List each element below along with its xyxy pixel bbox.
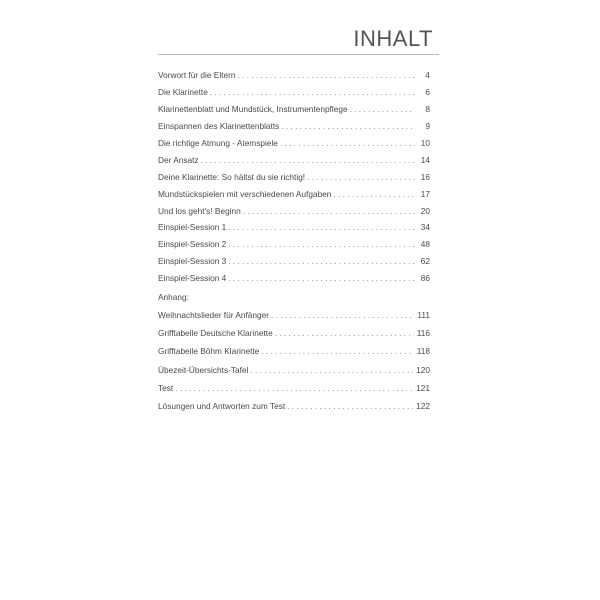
- toc-entry-title: Grifftabelle Böhm Klarinette: [158, 346, 260, 357]
- toc-entry[interactable]: [158, 306, 430, 324]
- toc-entry[interactable]: [158, 397, 430, 415]
- appendix-heading: Anhang:: [158, 292, 189, 302]
- toc-appendix-list: [158, 306, 430, 415]
- toc-entry[interactable]: [158, 67, 430, 84]
- toc-entry-title: Einspiel-Session 4: [158, 273, 227, 284]
- toc-entry-title: Grifftabelle Deutsche Klarinette: [158, 328, 273, 339]
- dot-leader: [250, 365, 413, 375]
- toc-entry-page: 4: [425, 70, 430, 81]
- toc-entry-page: 17: [420, 188, 430, 199]
- dot-leader: [228, 222, 415, 232]
- title-divider: [158, 54, 439, 55]
- toc-entry-title: Einspannen des Klarinettenblatts: [158, 121, 280, 132]
- dot-leader: [287, 401, 413, 411]
- dot-leader: [271, 310, 414, 320]
- dot-leader: [237, 70, 415, 80]
- dot-leader: [228, 273, 415, 283]
- toc-entry-page: 9: [425, 121, 430, 132]
- toc-entry[interactable]: [158, 253, 430, 270]
- toc-entry-page: 14: [420, 154, 430, 165]
- toc-entry-page: 6: [425, 87, 430, 98]
- toc-entry-title: Mundstückspielen mit verschiedenen Aufgaben: [158, 188, 332, 199]
- toc-entry-page: 86: [420, 273, 430, 284]
- toc-entry-title: Übezeit-Übersichts-Tafel: [158, 364, 249, 375]
- toc-entry[interactable]: [158, 84, 430, 101]
- toc-entry[interactable]: [158, 361, 430, 379]
- dot-leader: [280, 138, 415, 148]
- dot-leader: [175, 383, 413, 393]
- toc-entry-title: Der Ansatz: [158, 154, 199, 165]
- toc-entry-page: 34: [420, 222, 430, 233]
- toc-entry-page: 16: [420, 171, 430, 182]
- toc-entry-page: 116: [416, 328, 430, 339]
- toc-entry-page: 122: [416, 401, 430, 412]
- dot-leader: [243, 206, 415, 216]
- toc-entry-page: 121: [416, 382, 430, 393]
- toc-entry-page: 120: [416, 364, 430, 375]
- toc-entry-title: Klarinettenblatt und Mundstück, Instrumentenpflege: [158, 104, 348, 115]
- toc-entry[interactable]: [158, 324, 430, 342]
- page-title: INHALT: [353, 26, 433, 51]
- toc-entry-title: Deine Klarinette: So hältst du sie richtig!: [158, 171, 306, 182]
- toc-entry-title: Lösungen und Antworten zum Test: [158, 401, 286, 412]
- dot-leader: [275, 328, 414, 338]
- toc-entry[interactable]: [158, 342, 430, 360]
- toc-entry-title: Einspiel-Session 1: [158, 222, 227, 233]
- toc-entry[interactable]: [158, 135, 430, 152]
- toc-entry[interactable]: [158, 168, 430, 185]
- toc-entry[interactable]: [158, 185, 430, 202]
- toc-entry-page: 118: [416, 346, 430, 357]
- toc-entry-title: Weihnachtslieder für Anfänger: [158, 310, 269, 321]
- toc-entry[interactable]: [158, 219, 430, 236]
- toc-entry-page: 10: [420, 138, 430, 148]
- toc-main-list: [158, 67, 430, 287]
- toc-entry[interactable]: [158, 101, 430, 118]
- dot-leader: [228, 256, 415, 266]
- dot-leader: [261, 346, 413, 356]
- toc-entry[interactable]: [158, 202, 430, 219]
- toc-entry-title: Einspiel-Session 2: [158, 239, 227, 250]
- toc-entry-page: 111: [417, 310, 430, 321]
- dot-leader: [210, 87, 415, 97]
- toc-entry-title: Vorwort für die Eltern: [158, 70, 236, 81]
- toc-entry-title: Die Klarinette: [158, 87, 208, 98]
- dot-leader: [228, 239, 415, 249]
- toc-entry[interactable]: [158, 236, 430, 253]
- toc-entry[interactable]: [158, 270, 430, 287]
- dot-leader: [201, 155, 415, 165]
- toc-entry-title: Die richtige Atmung - Atemspiele: [158, 138, 278, 148]
- toc-entry[interactable]: [158, 118, 430, 135]
- toc-entry[interactable]: [158, 151, 430, 168]
- toc-entry-page: 62: [420, 256, 430, 267]
- toc-entry-title: Einspiel-Session 3: [158, 256, 227, 267]
- toc-entry-title: Test: [158, 382, 174, 393]
- dot-leader: [333, 189, 415, 199]
- dot-leader: [307, 172, 415, 182]
- toc-entry-page: 8: [425, 104, 430, 115]
- dot-leader: [350, 104, 415, 114]
- toc-entry-page: 20: [420, 205, 430, 216]
- toc-entry[interactable]: [158, 379, 430, 397]
- toc-entry-page: 48: [420, 239, 430, 250]
- toc-entry-title: Und los geht's! Beginn: [158, 205, 241, 216]
- dot-leader: [281, 121, 415, 131]
